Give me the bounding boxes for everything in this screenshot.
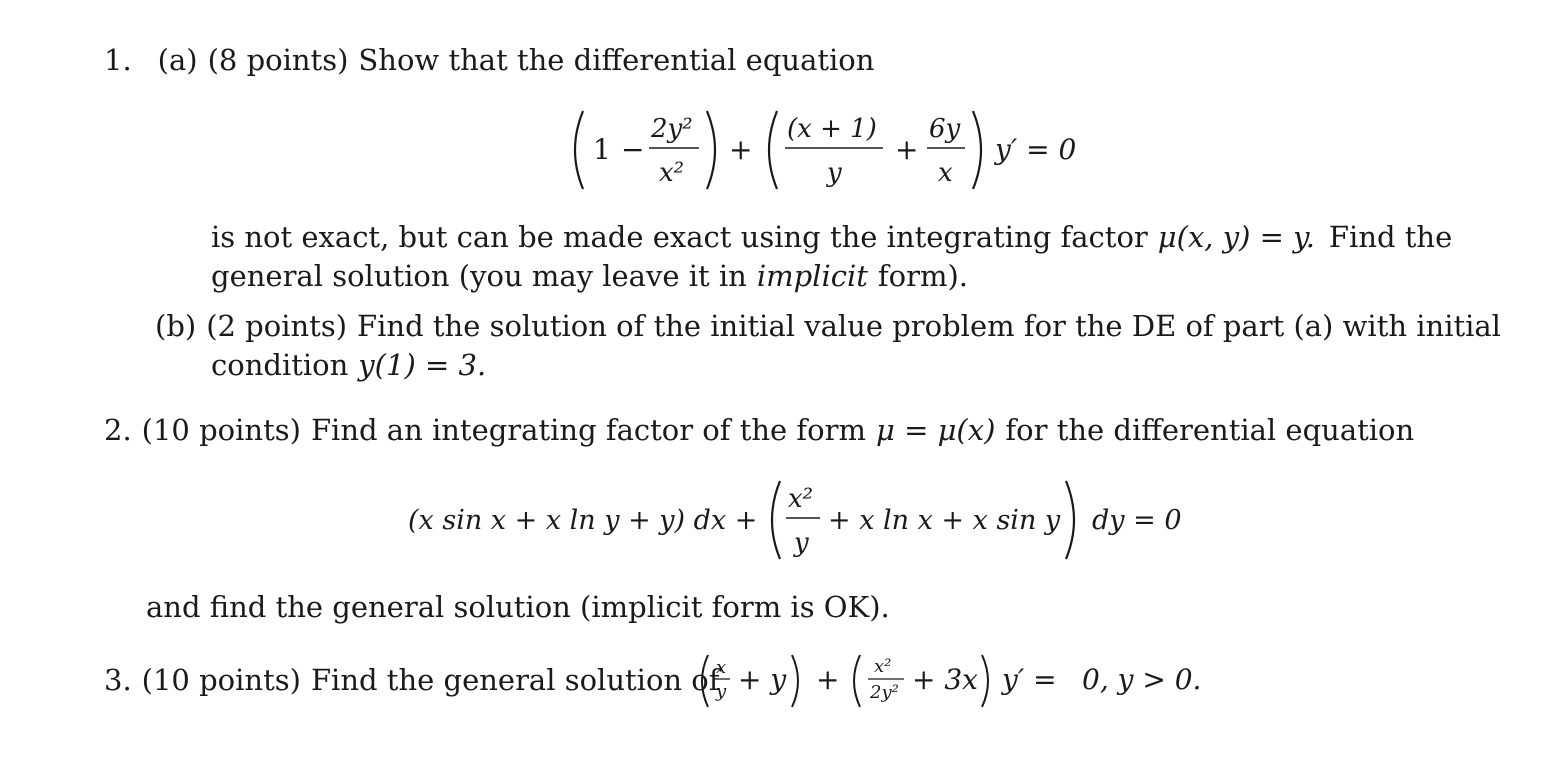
problem-2-mu-expression: μ = μ(x) <box>876 413 996 447</box>
eq3-mid2: + 3x <box>912 663 978 696</box>
equation-1 <box>565 105 1085 195</box>
part-b-label: (b) <box>155 309 197 343</box>
eq1-den2: y <box>827 158 842 188</box>
problem-2-text-after: for the differential equation <box>1005 413 1415 447</box>
problem-2-number: 2. <box>104 413 132 447</box>
eq1-num3: 6y <box>929 114 961 144</box>
eq1-plus-2: + <box>895 133 919 166</box>
eq1-minus: − <box>621 133 645 166</box>
part-a-line2-italic: implicit <box>756 259 868 293</box>
eq1-den1: x² <box>659 158 685 188</box>
problem-3-points: (10 points) <box>141 663 301 697</box>
eq1-num2: (x + 1) <box>787 114 877 144</box>
part-b-text: Find the solution of the initial value problem for the DE of part (a) with initial <box>357 309 1501 343</box>
part-a-line2-after: form). <box>877 259 968 293</box>
problem-1a-header <box>104 41 874 79</box>
eq1-one: 1 <box>593 133 611 166</box>
part-a-label: (a) <box>157 43 198 77</box>
eq3-den1: y <box>716 681 727 702</box>
part-b-line2-before: condition <box>211 348 349 382</box>
problem-2-header <box>104 411 1414 449</box>
problem-3-number: 3. <box>104 663 132 697</box>
part-a-text-before-mu: is not exact, but can be made exact using the integrating factor <box>211 220 1148 254</box>
part-b-line-1 <box>155 307 1501 345</box>
eq2-middle: + x ln x + x sin y <box>828 505 1061 536</box>
eq2-num: x² <box>788 484 814 514</box>
eq2-tail: dy = 0 <box>1092 505 1182 536</box>
problem-3-header <box>104 661 720 699</box>
problem-3-text: Find the general solution of <box>310 663 720 697</box>
eq3-mid1: + y <box>738 663 787 696</box>
problem-1-number: 1. <box>104 43 132 77</box>
problem-2-followup <box>146 588 890 626</box>
part-b-initial-condition: y(1) = 3. <box>358 348 487 382</box>
part-b-points: (2 points) <box>206 309 348 343</box>
part-a-body-line-2 <box>211 257 968 295</box>
part-a-prompt: Show that the differential equation <box>358 43 875 77</box>
part-a-line2-before: general solution (you may leave it in <box>211 259 747 293</box>
eq1-num1: 2y² <box>651 114 693 144</box>
problem-2-followup-text: and find the general solution (implicit form is OK). <box>146 590 890 624</box>
eq3-plus: + <box>816 663 840 696</box>
eq3-num1: x <box>716 657 727 678</box>
part-a-body-line-1 <box>211 218 1452 256</box>
equation-2 <box>408 475 1188 565</box>
eq1-plus: + <box>729 133 753 166</box>
eq2-den: y <box>794 528 809 558</box>
problem-2-text-before: Find an integrating factor of the form <box>310 413 866 447</box>
eq1-tail: y′ = 0 <box>995 133 1077 166</box>
part-b-line-2 <box>211 346 486 384</box>
eq3-num2: x² <box>874 656 892 677</box>
part-a-text-after-mu: Find the <box>1328 220 1453 254</box>
part-a-points: (8 points) <box>207 43 349 77</box>
eq1-den3: x <box>938 158 953 188</box>
eq3-tail: y′ = <box>1002 663 1057 696</box>
eq2-left: (x sin x + x ln y + y) dx + <box>408 505 758 536</box>
part-a-mu-expression: μ(x, y) = y. <box>1157 220 1315 254</box>
problem-2-points: (10 points) <box>141 413 301 447</box>
equation-3 <box>696 651 1206 711</box>
problem-3-condition: 0, y > 0. <box>1082 663 1202 696</box>
eq3-den2: 2y² <box>870 682 899 703</box>
